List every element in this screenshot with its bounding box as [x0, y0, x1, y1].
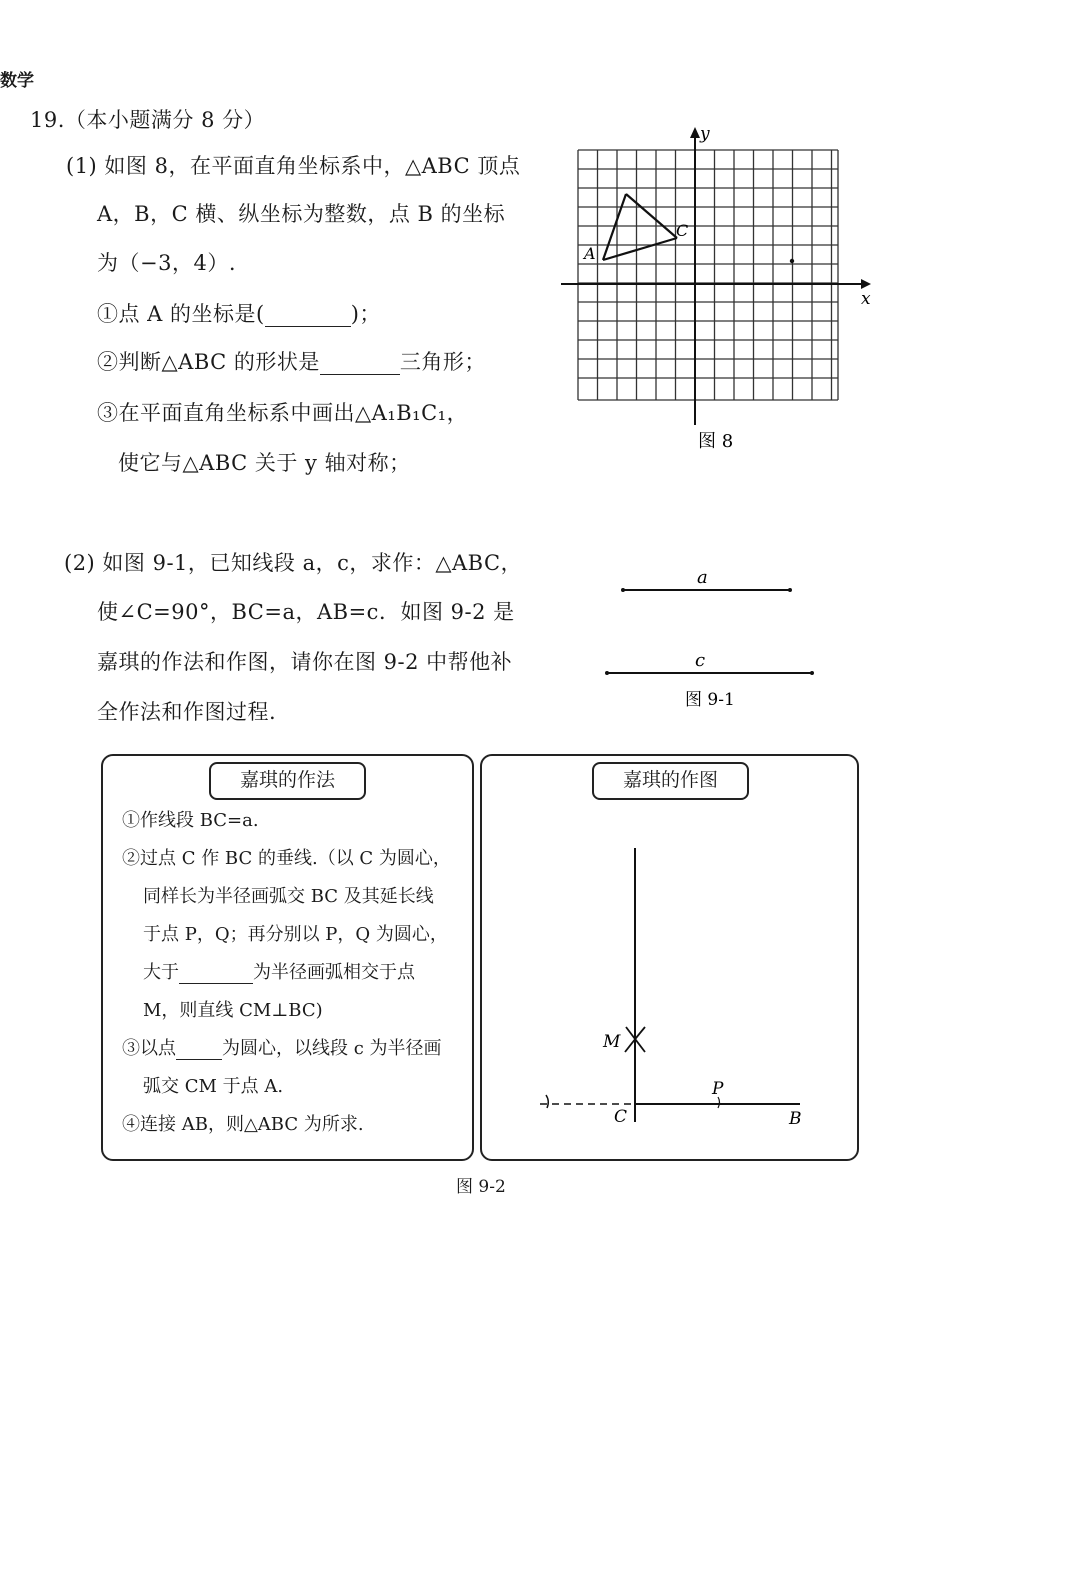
method-step3-post: 为圆心，以线段 c 为半径画: [222, 1038, 442, 1059]
part2-line4: 全作法和作图过程.: [97, 700, 277, 724]
method-panel-title: 嘉琪的作法: [209, 762, 366, 800]
figure8-caption: 图 8: [698, 431, 734, 452]
part2-line1: (2) 如图 9-1，已知线段 a，c，求作：△ABC，: [64, 551, 523, 575]
part1-q1-post: )；: [350, 302, 381, 326]
method-step4: ④连接 AB，则△ABC 为所求.: [122, 1114, 364, 1135]
method-step3-pre: ③以点: [122, 1038, 176, 1059]
x-axis-label: x: [861, 289, 871, 309]
method-panel: [101, 754, 474, 1161]
part1-q2: [97, 346, 486, 376]
figure9-2-caption: 图 9-2: [456, 1177, 506, 1197]
part1-q2-pre: ②判断△ABC 的形状是: [97, 350, 320, 374]
method-step2-line4-pre: 大于: [143, 962, 179, 983]
method-step2-line1: ②过点 C 作 BC 的垂线.（以 C 为圆心，: [122, 848, 451, 869]
segment-a-label: a: [697, 567, 708, 588]
point-a-label: A: [584, 244, 596, 263]
part1-q1-pre: ①点 A 的坐标是(: [97, 302, 265, 326]
point-c-label: C: [676, 221, 689, 240]
figure9-1: [600, 560, 825, 720]
point-m-label: M: [603, 1032, 621, 1052]
grid-lines: [578, 150, 838, 400]
point-b-label: B: [789, 1109, 802, 1129]
triangle-abc: [603, 194, 677, 260]
part2-line2: 使∠C=90°，BC=a，AB=c．如图 9-2 是: [97, 600, 515, 624]
answer-blank-radius[interactable]: [179, 962, 253, 984]
method-step2-line4-post: 为半径画弧相交于点: [253, 962, 415, 983]
method-step2-line4: [143, 958, 415, 984]
x-axis-arrow: [861, 279, 871, 289]
method-step3-line1: [122, 1034, 442, 1060]
segment-c-label: c: [695, 650, 706, 671]
y-axis-label: y: [700, 124, 710, 144]
question-number: 19.（本小题满分 8 分）: [30, 108, 266, 132]
answer-blank-center-point[interactable]: [176, 1038, 222, 1060]
pencil-dot: [790, 259, 794, 263]
figure8-grid: [555, 120, 885, 470]
answer-blank-point-a[interactable]: [265, 302, 351, 327]
method-step2-line3: 于点 P，Q；再分别以 P，Q 为圆心，: [143, 924, 448, 945]
drawing-panel[interactable]: [480, 754, 859, 1161]
method-step2-line2: 同样长为半径画弧交 BC 及其延长线: [143, 886, 434, 907]
y-axis-arrow: [690, 127, 700, 138]
answer-blank-triangle-shape[interactable]: [320, 350, 400, 375]
construction-drawing: [482, 756, 857, 1159]
subject-header: 数学: [0, 71, 34, 91]
part1-q2-post: 三角形；: [399, 350, 486, 374]
part1-line1: (1) 如图 8，在平面直角坐标系中，△ABC 顶点: [66, 154, 521, 178]
drawing-panel-title: 嘉琪的作图: [592, 762, 749, 800]
part1-q3-line2: 使它与△ABC 关于 y 轴对称；: [118, 451, 411, 475]
arc-mark-q: [546, 1095, 548, 1108]
part1-q3-line1: ③在平面直角坐标系中画出△A₁B₁C₁，: [97, 401, 469, 425]
point-c-label: C: [614, 1107, 628, 1127]
method-step3-line2: 弧交 CM 于点 A.: [143, 1076, 284, 1097]
figure9-1-caption: 图 9-1: [685, 690, 735, 710]
point-p-label: P: [712, 1079, 724, 1099]
method-step2-line5: M，则直线 CM⊥BC): [143, 1000, 323, 1021]
method-step1: ①作线段 BC=a.: [122, 810, 259, 831]
part1-line3: 为（−3，4）.: [97, 251, 236, 275]
part2-line3: 嘉琪的作法和作图，请你在图 9-2 中帮他补: [97, 650, 513, 674]
part1-q1: [97, 298, 381, 328]
part1-line2: A，B，C 横、纵坐标为整数，点 B 的坐标: [97, 202, 506, 226]
